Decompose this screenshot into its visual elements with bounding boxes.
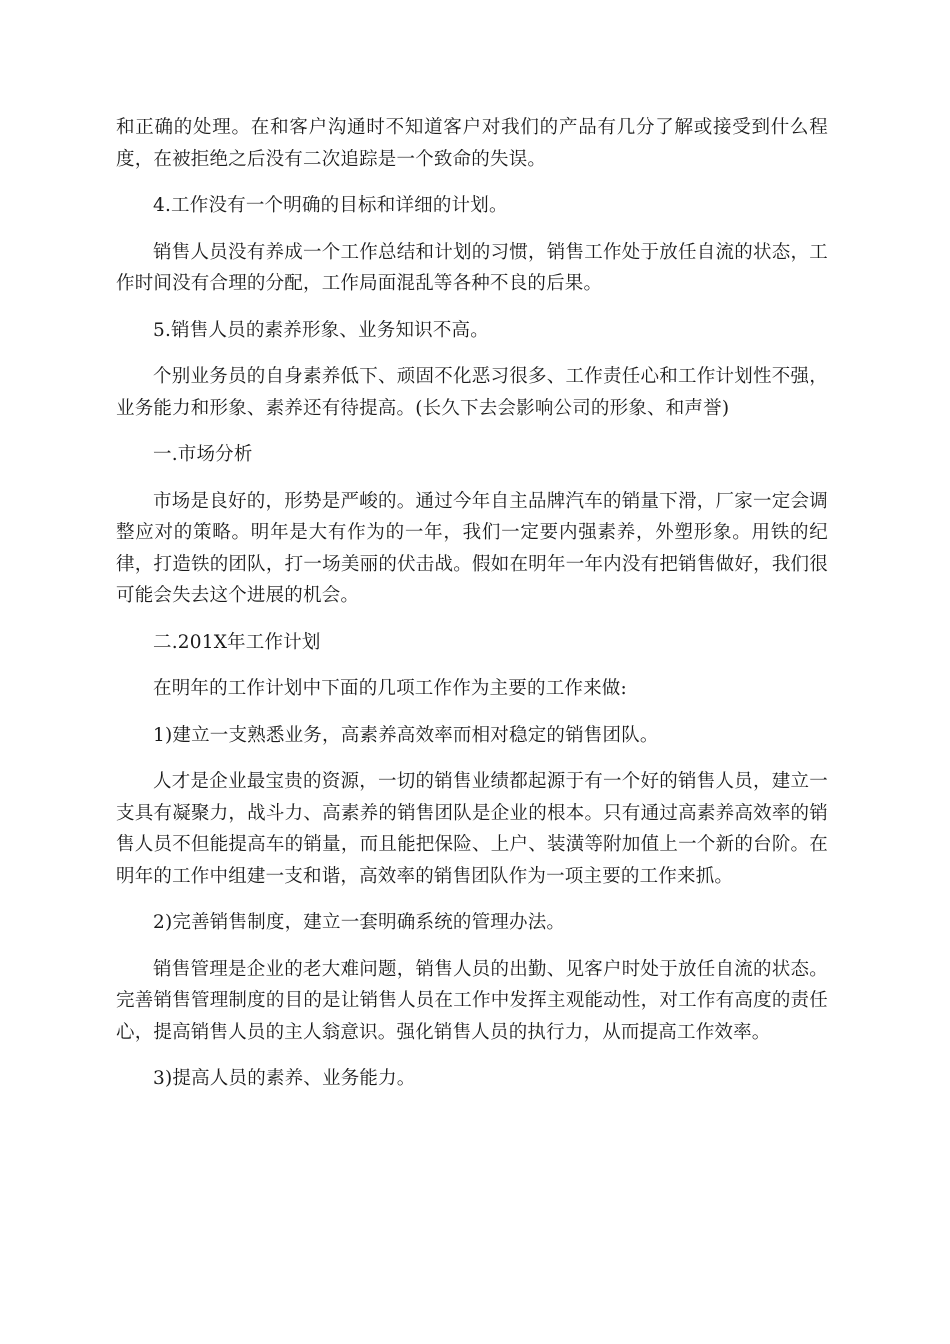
paragraph: 个别业务员的自身素养低下、顽固不化恶习很多、工作责任心和工作计划性不强，业务能力和形象、素养还有待提高。(长久下去会影响公司的形象、和声誉) bbox=[116, 366, 828, 419]
paragraph: 销售管理是企业的老大难问题，销售人员的出勤、见客户时处于放任自流的状态。完善销售管理制度的目的是让销售人员在工作中发挥主观能动性，对工作有高度的责任心，提高销售人员的主人翁意识。强化销售人员的执行力，从而提高工作效率。 bbox=[116, 958, 828, 1043]
heading-item-2: 2)完善销售制度，建立一套明确系统的管理办法。 bbox=[153, 912, 566, 933]
document-page bbox=[116, 112, 828, 1110]
section-heading-market-analysis: 一.市场分析 bbox=[153, 444, 253, 465]
paragraph: 人才是企业最宝贵的资源，一切的销售业绩都起源于有一个好的销售人员，建立一支具有凝聚力，战斗力、高素养的销售团队是企业的根本。只有通过高素养高效率的销售人员不但能提高车的销量，而且能把保险、上户、装潢等附加值上一个新的台阶。在明年的工作中组建一支和谐，高效率的销售团队作为一项主要的工作来抓。 bbox=[116, 771, 828, 887]
heading-item-5: 5.销售人员的素养形象、业务知识不高。 bbox=[153, 319, 489, 341]
heading-item-4: 4.工作没有一个明确的目标和详细的计划。 bbox=[153, 195, 508, 216]
section-heading-work-plan: 二.201X年工作计划 bbox=[153, 631, 321, 653]
heading-item-1: 1)建立一支熟悉业务，高素养高效率而相对稳定的销售团队。 bbox=[153, 724, 659, 746]
paragraph: 在明年的工作计划中下面的几项工作作为主要的工作来做: bbox=[153, 678, 627, 699]
paragraph: 市场是良好的，形势是严峻的。通过今年自主品牌汽车的销量下滑，厂家一定会调整应对的策略。明年是大有作为的一年，我们一定要内强素养，外塑形象。用铁的纪律，打造铁的团队，打一场美丽的伏击战。假如在明年一年内没有把销售做好，我们很可能会失去这个进展的机会。 bbox=[116, 490, 828, 606]
paragraph-continued: 和正确的处理。在和客户沟通时不知道客户对我们的产品有几分了解或接受到什么程度，在被拒绝之后没有二次追踪是一个致命的失误。 bbox=[116, 117, 828, 170]
heading-item-3: 3)提高人员的素养、业务能力。 bbox=[153, 1068, 416, 1089]
paragraph: 销售人员没有养成一个工作总结和计划的习惯，销售工作处于放任自流的状态，工作时间没有合理的分配，工作局面混乱等各种不良的后果。 bbox=[116, 241, 828, 294]
